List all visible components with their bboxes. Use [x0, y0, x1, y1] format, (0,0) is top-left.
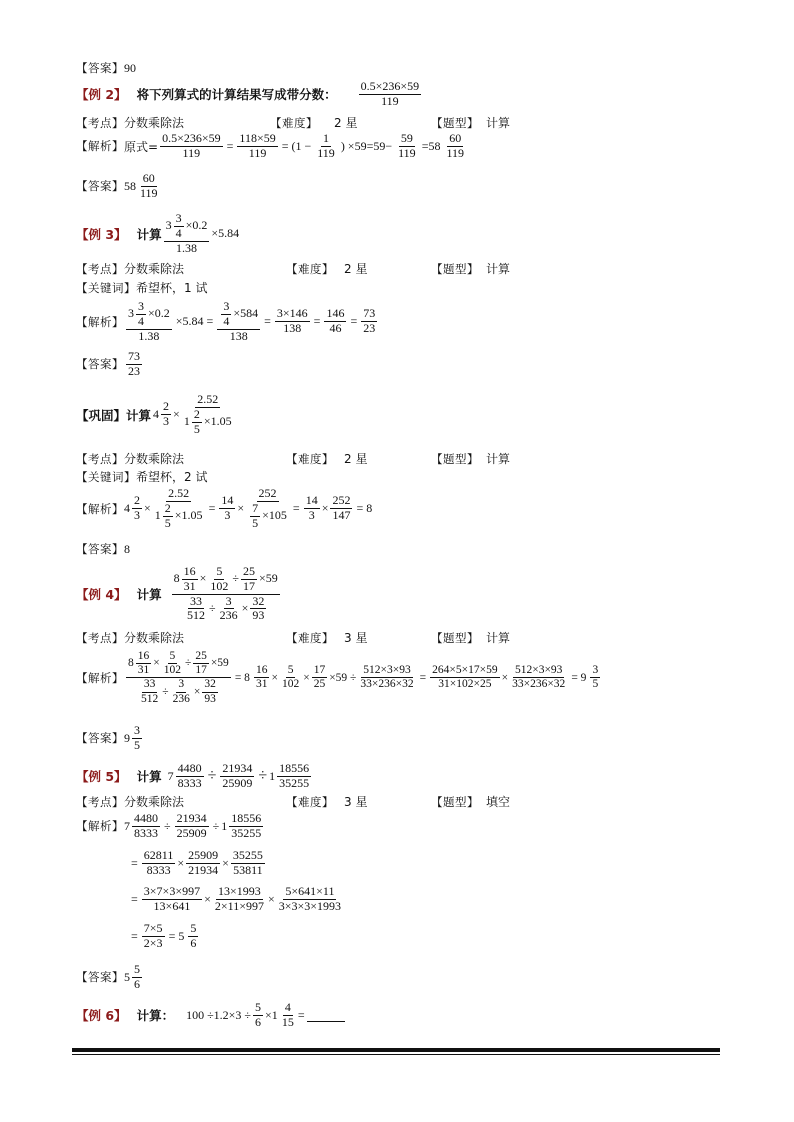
footer-rule-thin	[72, 1054, 720, 1055]
example-5-solution-line-3: = $\frac{3\times 7\times 3\times 997}{13\times 641}$ × $\frac{13\times 1993}{2\times 11\times 997}$ × $\frac{5\times 641\times 11}{3\times 3\times 3\times 1993}$	[131, 884, 342, 913]
example-4-answer: 【答案】 9 3 5	[76, 723, 140, 752]
example-2-solution: 【解析】 原式= $\frac{0.5\times 236\times 59}{119}$ = $\frac{118\times 59}{119}$ = (1 − $\frac{1}{119}$ ) ×59=59− $\frac{59}{119}$ =58 60 119	[76, 131, 465, 160]
example-4-solution: 【解析】 8 $\frac{16}{31}$ × $\frac{5}{102}$ ÷ $\frac{25}{17}$ ×59 $\frac{33}{512}$ ÷ $\frac{3}{236}$ × $\frac{32}{93}$ = 8 $\frac{16}{31}$ × $\frac{5}{102}$ × $\frac{17}{25}$ ×59 ÷ $\frac{512\times 3\times 93}{33\times 236\times 32}$ = $\frac{264\times 5\times 17\times 59}{31\times 102\times 25}$ × $\frac{512\times 3\times 93}{33\times 236\times 32}$ = 9 3 5	[76, 650, 599, 705]
example-4-meta: 【考点】 分数乘除法 【难度】 3 星 【题型】 计算	[76, 630, 511, 645]
example-2-question	[76, 80, 423, 109]
example-5-solution-line-4: = $\frac{7\times 5}{2\times 3}$ = 5 5 6	[131, 921, 197, 950]
gonggu-question: 【巩固】 计算 4 $\frac{2}{3}$ × 2.52 1 $\frac{2}{5}$ ×1.05	[76, 392, 232, 436]
example-3-solution: 【解析】 3 $\frac{3}{4}$ ×0.2 1.38 ×5.84 = $\frac{3}{4}$ ×584 138 = $\frac{3\times 146}{138}$ = $\frac{146}{46}$ = $\frac{73}{23}$	[76, 299, 376, 343]
example-3-question: 【例 3】 计算 3 $\frac{3}{4}$ ×0.2 1.38 ×5.84	[76, 211, 240, 255]
gonggu-answer: 【答案】 8	[76, 541, 130, 556]
example-5-meta: 【考点】 分数乘除法 【难度】 3 星 【题型】 填空	[76, 794, 511, 809]
example-4-tag: 【例 4】	[76, 587, 127, 603]
gonggu-solution: 【解析】 4 $\frac{2}{3}$ × 2.52 1 $\frac{2}{5}$ ×1.05 = $\frac{14}{3}$ × 252 $\frac{7}{5}$ ×105 = $\frac{14}{3}$ × $\frac{252}{147}$ = 8	[76, 486, 373, 530]
gonggu-meta: 【考点】 分数乘除法 【难度】 2 星 【题型】 计算	[76, 451, 511, 466]
answer-value: 90	[124, 60, 136, 75]
example-3-tag: 【例 3】	[76, 226, 127, 242]
example-2-answer: 【答案】 58 60 119	[76, 171, 158, 200]
example-2-fraction: 0.5×236×59 119	[360, 79, 420, 108]
example-2-meta: 【考点】 分数乘除法 【难度】 2 星 【题型】 计算	[76, 115, 511, 130]
example-6-question: 【例 6】 计算： 100 ÷1.2×3 ÷ $\frac{5}{6}$ ×1 $\frac{4}{15}$ =	[76, 1001, 345, 1030]
gonggu-keyword: 【关键词】 希望杯，2 试	[76, 469, 208, 484]
example-5-tag: 【例 5】	[76, 769, 127, 785]
example-4-question: 【例 4】 计算 8 $\frac{16}{31}$ × $\frac{5}{102}$ ÷ $\frac{25}{17}$ ×59 $\frac{33}{512}$ ÷ $\frac{3}{236}$ × $\frac{32}{93}$	[76, 564, 278, 623]
answer-blank	[307, 1009, 345, 1022]
example-3-keyword: 【关键词】 希望杯，1 试	[76, 280, 208, 295]
example-3-answer: 【答案】 73 23	[76, 349, 140, 378]
answer-line-top	[76, 60, 136, 76]
example-2-prompt: 将下列算式的计算结果写成带分数：	[136, 87, 337, 103]
example-5-solution-line-1: 【解析】 7 $\frac{4480}{8333}$ ÷ $\frac{21934}{25909}$ ÷ 1 18556 35255	[76, 811, 262, 840]
example-3-meta: 【考点】 分数乘除法 【难度】 2 星 【题型】 计算	[76, 261, 511, 276]
example-6-tag: 【例 6】	[76, 1008, 127, 1024]
answer-label: 【答案】	[76, 61, 124, 75]
example-5-answer: 【答案】 5 5 6	[76, 962, 140, 991]
example-2-tag: 【例 2】	[76, 87, 127, 103]
example-5-question: 【例 5】 计算 7 $\frac{4480}{8333}$ ÷ $\frac{21934}{25909}$ ÷ 1 18556 35255	[76, 761, 310, 790]
footer-rule-thick	[72, 1048, 720, 1052]
example-5-solution-line-2: = $\frac{62811}{8333}$ × $\frac{25909}{21934}$ × $\frac{35255}{53811}$	[131, 848, 263, 877]
